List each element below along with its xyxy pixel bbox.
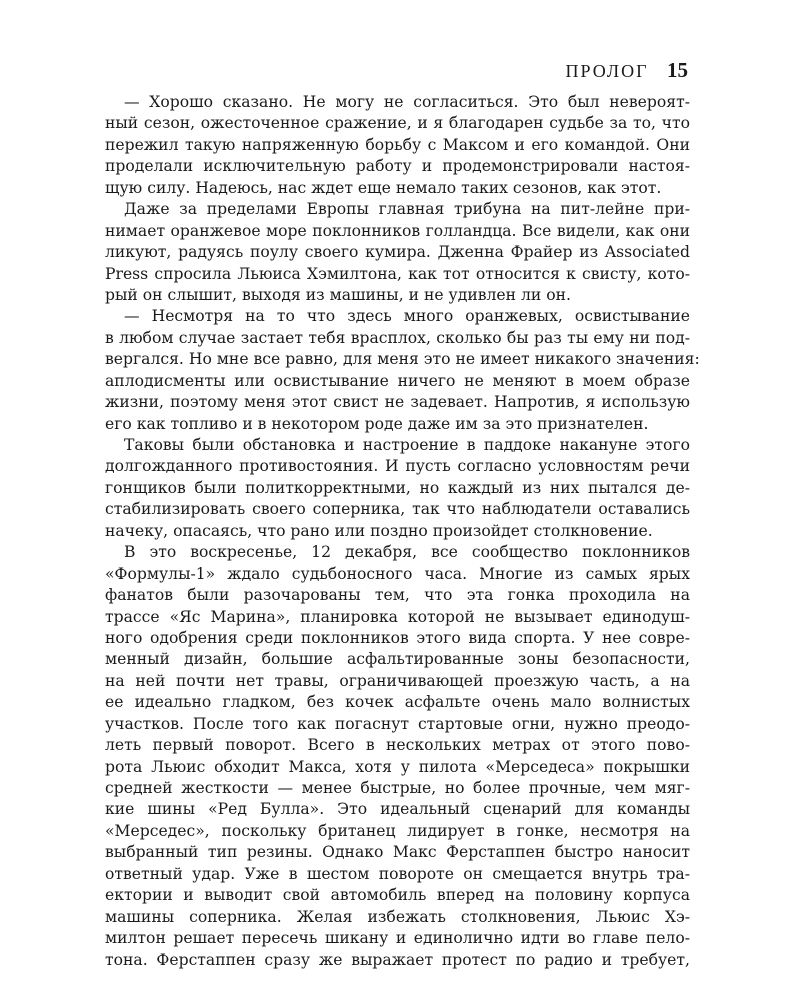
text-line: ликуют, радуясь поулу своего кумира. Дженна Фрайер из Associated xyxy=(105,243,690,262)
text-line: — Несмотря на то что здесь много оранжевых, освистывание xyxy=(124,307,690,326)
text-line: стабилизировать своего соперника, так что наблюдатели оставались xyxy=(105,500,690,519)
paragraph xyxy=(105,92,690,199)
text-line: участков. После того как погаснут стартовые огни, нужно преодо- xyxy=(105,714,690,733)
text-line: машины соперника. Желая избежать столкновения, Льюис Хэ- xyxy=(105,907,690,926)
text-line: ектории и выводит свой автомобиль вперед на половину корпуса xyxy=(105,886,690,905)
text-line: жизни, поэтому меня этот свист не задевает. Напротив, я использую xyxy=(105,393,690,412)
text-line: фанатов были разочарованы тем, что эта гонка проходила на xyxy=(105,586,690,605)
text-line: ного одобрения среди поклонников этого вида спорта. У нее совре- xyxy=(105,628,690,647)
text-line: щую силу. Надеюсь, нас ждет еще немало таких сезонов, как этот. xyxy=(105,178,662,197)
text-line: рота Льюис обходит Макса, хотя у пилота «Мерседеса» покрышки xyxy=(105,757,690,776)
text-line: начеку, опасаясь, что рано или поздно произойдет столкновение. xyxy=(105,521,653,540)
running-head xyxy=(566,58,688,83)
text-line: его как топливо и в некотором роде даже им за это признателен. xyxy=(105,414,649,433)
body-text xyxy=(105,92,700,971)
text-line: трассе «Яс Марина», планировка которой не вызывает единодуш- xyxy=(105,607,690,626)
section-title: ПРОЛОГ xyxy=(565,61,649,81)
text-line: леть первый поворот. Всего в нескольких метрах от этого пово- xyxy=(105,736,690,755)
paragraph xyxy=(105,306,700,435)
text-line: Даже за пределами Европы главная трибуна на пит-лейне при- xyxy=(124,200,690,219)
paragraph xyxy=(105,435,690,542)
text-line: проделали исключительную работу и продемонстрировали настоя- xyxy=(105,157,690,176)
text-line: в любом случае застает тебя врасплох, сколько бы раз ты ему ни под- xyxy=(105,328,690,347)
text-line: долгожданного противостояния. И пусть согласно условностям речи xyxy=(105,457,690,476)
text-line: Press спросила Льюиса Хэмилтона, как тот относится к свисту, кото- xyxy=(105,264,690,283)
text-line: ее идеально гладком, без кочек асфальте очень мало волнистых xyxy=(105,693,690,712)
text-line: «Мерседес», поскольку британец лидирует в гонке, несмотря на xyxy=(105,821,690,840)
text-line: — Хорошо сказано. Не могу не согласиться. Это был невероят- xyxy=(124,93,690,111)
text-line: рый он слышит, выходя из машины, и не удивлен ли он. xyxy=(105,285,571,304)
text-line: аплодисменты или освистывание ничего не меняют в моем образе xyxy=(105,371,690,390)
text-line: менный дизайн, большие асфальтированные зоны безопасности, xyxy=(105,650,690,669)
text-line: тона. Ферстаппен сразу же выражает протест по радио и требует, xyxy=(105,950,690,969)
page-number: 15 xyxy=(667,58,688,82)
text-line: В это воскресенье, 12 декабря, все сообщество поклонников xyxy=(124,543,690,562)
text-line: кие шины «Ред Булла». Это идеальный сценарий для команды xyxy=(105,800,690,819)
text-line: «Формулы-1» ждало судьбоносного часа. Многие из самых ярых xyxy=(105,564,690,583)
text-line: выбранный тип резины. Однако Макс Ферстаппен быстро наносит xyxy=(105,843,690,862)
paragraph xyxy=(105,542,690,971)
text-line: вергался. Но мне все равно, для меня это не имеет никакого значения: xyxy=(105,350,700,369)
text-line: ный сезон, ожесточенное сражение, и я благодарен судьбе за то, что xyxy=(105,114,690,133)
text-line: гонщиков были политкорректными, но каждый из них пытался де- xyxy=(105,478,690,497)
text-line: нимает оранжевое море поклонников голландца. Все видели, как они xyxy=(105,221,690,240)
text-line: Таковы были обстановка и настроение в паддоке накануне этого xyxy=(124,436,690,454)
text-line: милтон решает пересечь шикану и единолично идти во главе пело- xyxy=(105,929,690,948)
text-line: средней жесткости — менее быстрые, но более прочные, чем мяг- xyxy=(105,779,690,797)
paragraph xyxy=(105,199,690,306)
text-line: ответный удар. Уже в шестом повороте он смещается внутрь тра- xyxy=(105,864,690,883)
text-line: пережил такую напряженную борьбу с Максом и его командой. Они xyxy=(105,135,690,154)
text-line: на ней почти нет травы, ограничивающей проезжую часть, а на xyxy=(105,671,690,690)
